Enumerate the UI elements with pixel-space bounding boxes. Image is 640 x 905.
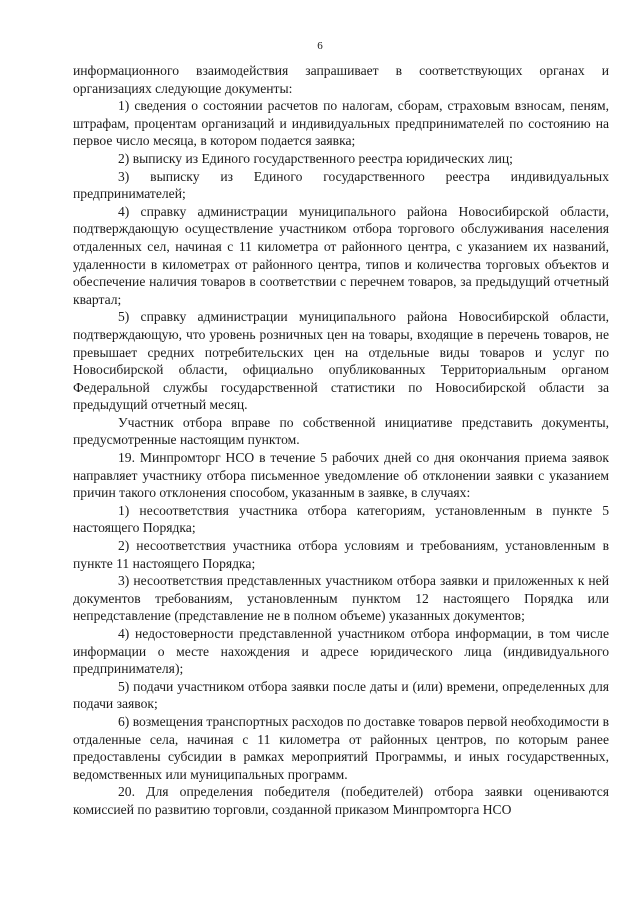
list-item: 1) сведения о состоянии расчетов по налогам, сборам, страховым взносам, пеням, штрафам, процентам организаций и индивидуальных предпринимателей по состоянию на первое число месяца, в котором подается заявка;: [73, 98, 609, 149]
list-item: 2) несоответствия участника отбора условиям и требованиям, установленным в пункте 11 настоящего Порядка;: [73, 538, 609, 571]
list-item: 1) несоответствия участника отбора категориям, установленным в пункте 5 настоящего Порядка;: [73, 502, 609, 536]
list-item: 4) недостоверности представленной участником отбора информации, в том числе информации о месте нахождения и адресе юридического лица (индивидуального предпринимателя);: [73, 626, 609, 677]
paragraph: 19. Минпромторг НСО в течение 5 рабочих дней со дня окончания приема заявок направляет участнику отбора письменное уведомление об отклонении заявки с указанием причин такого отклонения способом, указанным в заявке, в случаях:: [73, 450, 609, 501]
list-item: 3) несоответствия представленных участником отбора заявки и приложенных к ней документов требованиям, установленным пунктом 12 настоящего Порядка или непредставление (представление не в полном объеме) указанных документов;: [73, 573, 609, 624]
paragraph: Участник отбора вправе по собственной инициативе представить документы, предусмотренные настоящим пунктом.: [73, 414, 609, 448]
list-item: 5) справку администрации муниципального района Новосибирской области, подтверждающую, что уровень розничных цен на товары, входящие в перечень товаров, не превышает средних потребительских цен на отдельные виды товаров и услуг по Новосибирской области, официально опубликованных Территориальным органом Федеральной службы государственной статистики по Новосибирской области за предыдущий отчетный месяц.: [73, 309, 609, 413]
paragraph: 20. Для определения победителя (победителей) отбора заявки оцениваются комиссией по развитию торговли, созданной приказом Минпромторга НСО: [73, 784, 609, 817]
list-item: 2) выписку из Единого государственного реестра юридических лиц;: [118, 150, 513, 166]
list-item: 4) справку администрации муниципального района Новосибирской области, подтверждающую осуществление участником отбора торгового обслуживания населения отдаленных сел, начиная с 11 километра от районного центра, с указанием их названий, удаленности в километрах от районного центра, типов и количества торговых объектов и обеспечение наличия товаров в соответствии с перечнем товаров, за предыдущий отчетный квартал;: [73, 203, 609, 307]
paragraph: информационного взаимодействия запрашивает в соответствующих органах и организациях следующие документы:: [73, 63, 609, 96]
page-number: 6: [317, 40, 323, 52]
list-item: 5) подачи участником отбора заявки после даты и (или) времени, определенных для подачи заявок;: [73, 678, 609, 712]
document-body: [73, 62, 609, 819]
list-item: 3) выписку из Единого государственного реестра индивидуальных предпринимателей;: [73, 168, 609, 202]
list-item: 6) возмещения транспортных расходов по доставке товаров первой необходимости в отдаленные села, начиная с 11 километра от районных центров, по которым ранее предоставлены субсидии в рамках мероприятий Программы, и иных государственных, ведомственных или муниципальных программ.: [73, 713, 609, 782]
